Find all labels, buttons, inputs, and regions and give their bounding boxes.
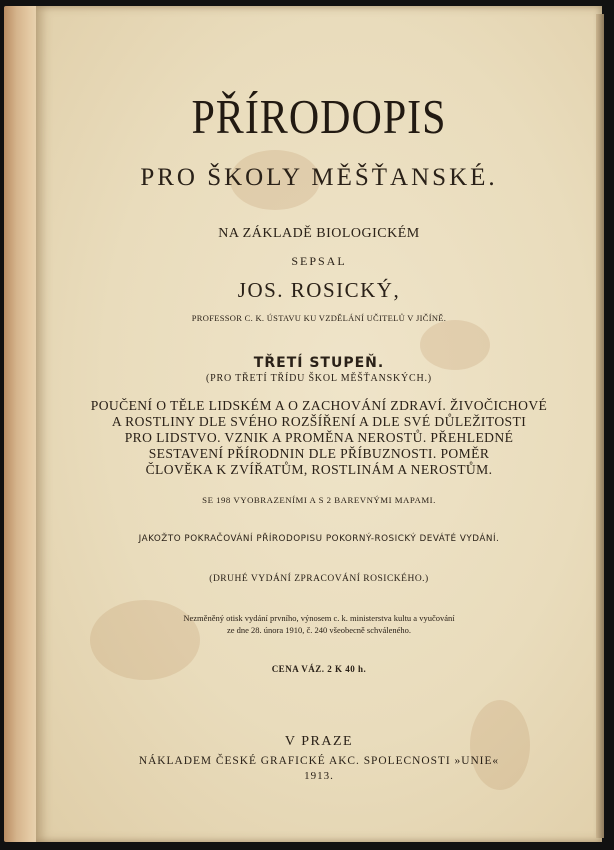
book-title: PŘÍRODOPIS (191, 91, 447, 145)
approval-line: ze dne 28. února 1910, č. 240 všeobecně schváleného. (226, 625, 412, 635)
edition-note: (DRUHÉ VYDÁNÍ ZPRACOVÁNÍ ROSICKÉHO.) (209, 574, 429, 584)
publisher-line: NÁKLADEM ČESKÉ GRAFICKÉ AKC. SPOLECNOSTI »UNIE« (138, 755, 500, 767)
book-spine (4, 6, 40, 842)
description-line: ČLOVĚKA K ZVÍŘATŮM, ROSTLINÁM A NEROSTŮM. (145, 462, 493, 477)
basis-line: NA ZÁKLADĚ BIOLOGICKÉM (218, 226, 420, 241)
description-line: A ROSTLINY DLE SVÉHO ROZŠÍŘENÍ A DLE SVÉ DŮLEŽITOSTI (111, 414, 527, 429)
price-label: CENA VÁZ. 2 K 40 h. (271, 664, 367, 674)
stage-heading: TŘETÍ STUPEŇ. (253, 355, 385, 371)
stage-subheading: (PRO TŘETÍ TŘÍDU ŠKOL MĚŠŤANSKÝCH.) (206, 373, 432, 384)
description-line: SESTAVENÍ PŘÍRODNIN DLE PŘÍBUZNOSTI. POMĚR (148, 446, 490, 461)
publication-year: 1913. (304, 770, 334, 782)
author-affiliation: PROFESSOR C. K. ÚSTAVU KU VZDĚLÁNÍ UČITELŮ V JIČÍNĚ. (191, 313, 447, 323)
approval-line: Nezměněný otisk vydání prvního, výnosem c. k. ministerstva kultu a vyučování (183, 613, 455, 623)
sepsal-line: SEPSAL (291, 254, 347, 268)
description-line: POUČENÍ O TĚLE LIDSKÉM A O ZACHOVÁNÍ ZDRAVÍ. ŽIVOČICHOVÉ (90, 398, 548, 413)
description-line: PRO LIDSTVO. VZNIK A PROMĚNA NEROSTŮ. PŘEHLEDNÉ (124, 430, 514, 445)
author-name: JOS. ROSICKÝ, (237, 278, 401, 302)
book-subtitle: PRO ŠKOLY MĚŠŤANSKÉ. (140, 164, 498, 191)
figures-note: SE 198 VYOBRAZENÍMI A S 2 BAREVNÝMI MAPAMI. (202, 495, 436, 505)
title-page-text (36, 6, 602, 842)
publication-city: V PRAZE (284, 734, 354, 749)
contents-description (76, 398, 562, 478)
continuation-note: JAKOŽTO POKRAČOVÁNÍ PŘÍRODOPISU POKORNÝ-ROSICKÝ DEVÁTÉ VYDÁNÍ. (138, 534, 500, 544)
approval-note (36, 612, 602, 636)
